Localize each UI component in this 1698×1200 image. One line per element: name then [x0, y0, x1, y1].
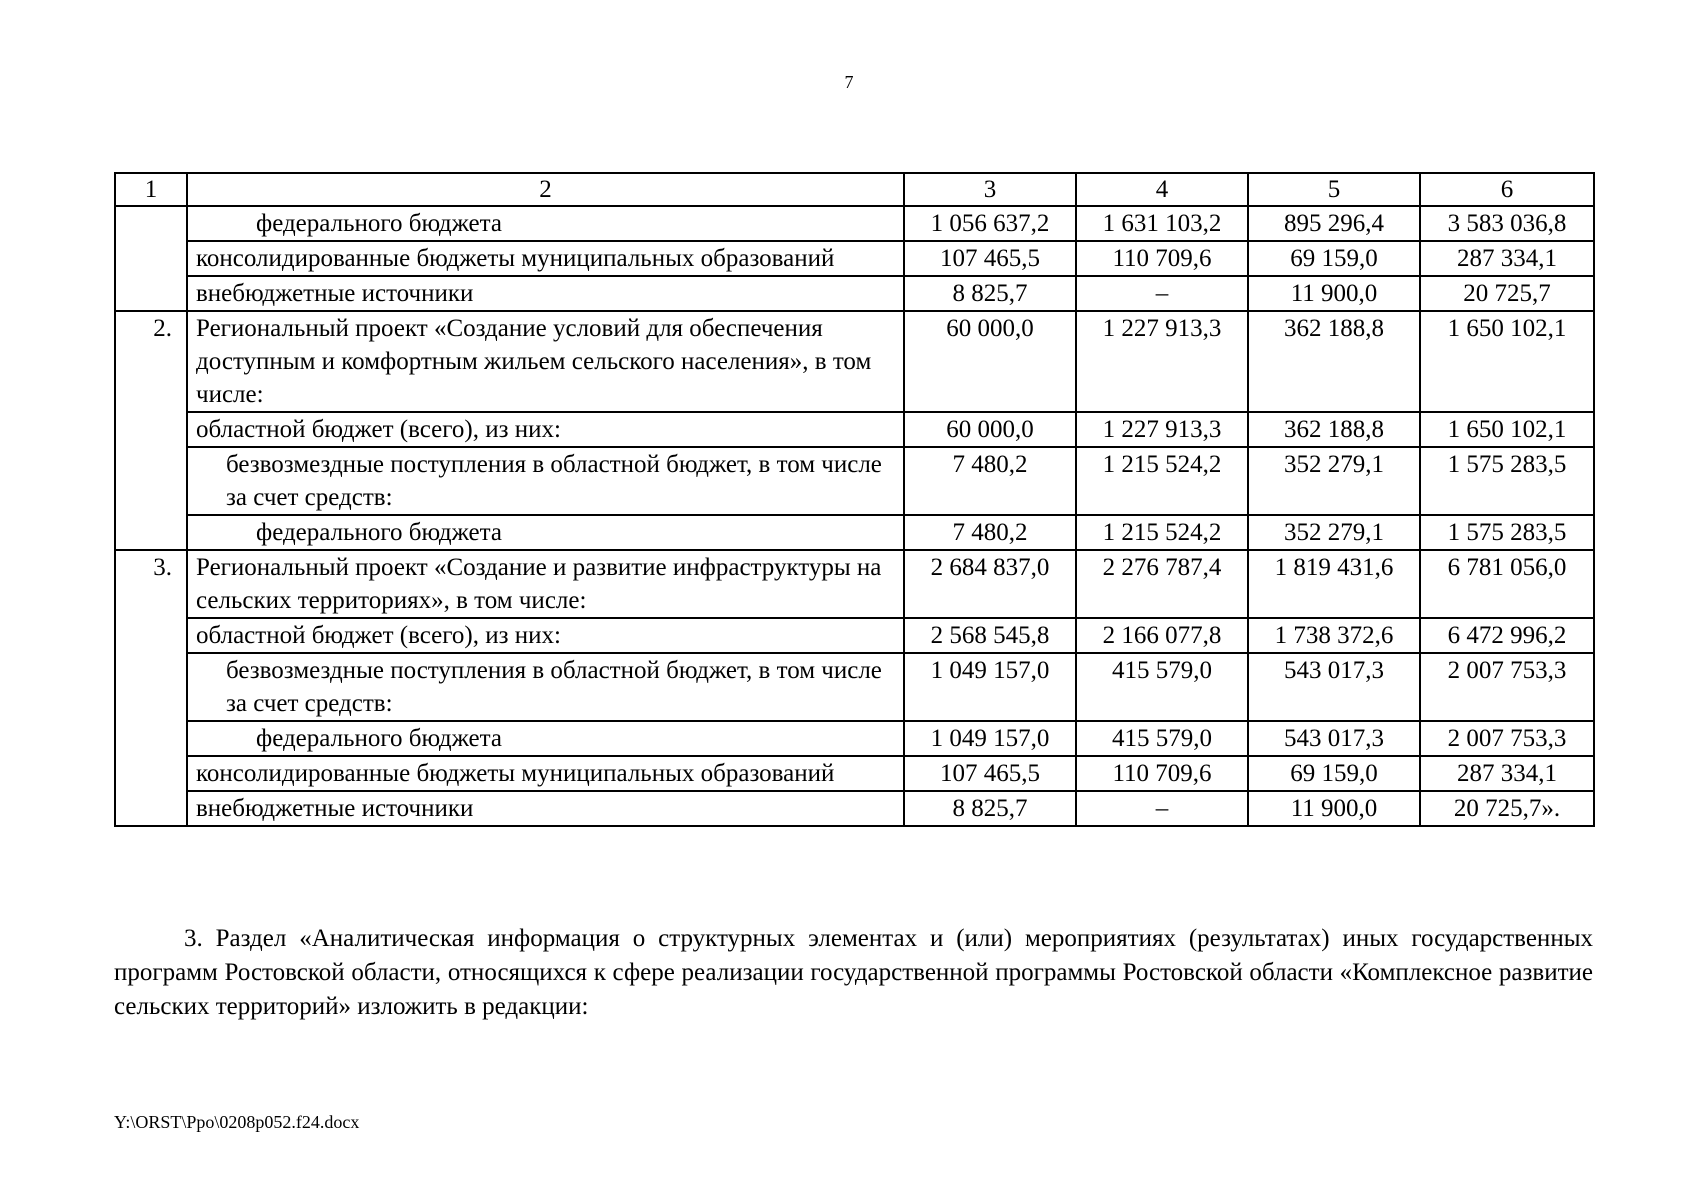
row-number-cell: 3. [115, 550, 187, 618]
value-cell: 1 227 913,3 [1076, 412, 1248, 447]
value-cell: 7 480,2 [904, 447, 1076, 515]
row-number-cell [115, 618, 187, 653]
value-cell: 6 781 056,0 [1420, 550, 1594, 618]
table-row [115, 206, 1594, 241]
row-label-cell: внебюджетные источники [187, 791, 904, 826]
value-cell: 2 684 837,0 [904, 550, 1076, 618]
header-cell: 2 [187, 173, 904, 206]
value-cell: 543 017,3 [1248, 653, 1420, 721]
budget-table [114, 172, 1595, 827]
value-cell: 1 650 102,1 [1420, 412, 1594, 447]
table-row [115, 721, 1594, 756]
value-cell: 60 000,0 [904, 412, 1076, 447]
table-row [115, 447, 1594, 515]
row-number-cell [115, 756, 187, 791]
row-number-cell [115, 721, 187, 756]
value-cell: 69 159,0 [1248, 241, 1420, 276]
value-cell: 1 049 157,0 [904, 721, 1076, 756]
value-cell: 107 465,5 [904, 756, 1076, 791]
value-cell: 110 709,6 [1076, 241, 1248, 276]
row-number-cell [115, 412, 187, 447]
value-cell: 895 296,4 [1248, 206, 1420, 241]
value-cell: 287 334,1 [1420, 756, 1594, 791]
row-label-cell: безвозмездные поступления в областной бюджет, в том числе за счет средств: [187, 653, 904, 721]
row-number-cell [115, 206, 187, 241]
header-cell: 4 [1076, 173, 1248, 206]
row-number-cell [115, 791, 187, 826]
row-number-cell [115, 653, 187, 721]
table-row [115, 311, 1594, 412]
row-label-cell: федерального бюджета [187, 721, 904, 756]
row-number-cell: 2. [115, 311, 187, 412]
value-cell: 1 049 157,0 [904, 653, 1076, 721]
value-cell: 1 056 637,2 [904, 206, 1076, 241]
value-cell: 352 279,1 [1248, 515, 1420, 550]
row-label-cell: областной бюджет (всего), из них: [187, 412, 904, 447]
row-number-cell [115, 276, 187, 311]
value-cell: 7 480,2 [904, 515, 1076, 550]
value-cell: 11 900,0 [1248, 791, 1420, 826]
value-cell: 2 007 753,3 [1420, 721, 1594, 756]
value-cell: – [1076, 791, 1248, 826]
row-label-cell: консолидированные бюджеты муниципальных образований [187, 241, 904, 276]
header-cell: 6 [1420, 173, 1594, 206]
value-cell: 3 583 036,8 [1420, 206, 1594, 241]
value-cell: 415 579,0 [1076, 653, 1248, 721]
value-cell: 543 017,3 [1248, 721, 1420, 756]
table-header-row [115, 173, 1594, 206]
value-cell: 1 215 524,2 [1076, 515, 1248, 550]
row-label-cell: Региональный проект «Создание и развитие инфраструктуры на сельских территориях», в том числе: [187, 550, 904, 618]
value-cell: 362 188,8 [1248, 311, 1420, 412]
row-label-cell: федерального бюджета [187, 515, 904, 550]
value-cell: 1 227 913,3 [1076, 311, 1248, 412]
value-cell: 352 279,1 [1248, 447, 1420, 515]
value-cell: 287 334,1 [1420, 241, 1594, 276]
row-label-cell: областной бюджет (всего), из них: [187, 618, 904, 653]
header-cell: 3 [904, 173, 1076, 206]
value-cell: 6 472 996,2 [1420, 618, 1594, 653]
budget-table-body [115, 173, 1594, 826]
row-label-cell: внебюджетные источники [187, 276, 904, 311]
value-cell: 60 000,0 [904, 311, 1076, 412]
value-cell: 2 166 077,8 [1076, 618, 1248, 653]
value-cell: 8 825,7 [904, 276, 1076, 311]
table-row [115, 515, 1594, 550]
value-cell: 11 900,0 [1248, 276, 1420, 311]
row-label-cell: безвозмездные поступления в областной бюджет, в том числе за счет средств: [187, 447, 904, 515]
table-row [115, 412, 1594, 447]
header-cell: 1 [115, 173, 187, 206]
row-label-cell: консолидированные бюджеты муниципальных образований [187, 756, 904, 791]
page-number: 7 [844, 72, 854, 92]
table-row [115, 241, 1594, 276]
value-cell: 2 007 753,3 [1420, 653, 1594, 721]
row-label-cell: Региональный проект «Создание условий для обеспечения доступным и комфортным жильем сельского населения», в том числе: [187, 311, 904, 412]
value-cell: 1 215 524,2 [1076, 447, 1248, 515]
value-cell: 1 819 431,6 [1248, 550, 1420, 618]
value-cell: 1 575 283,5 [1420, 515, 1594, 550]
table-row [115, 653, 1594, 721]
value-cell: 2 568 545,8 [904, 618, 1076, 653]
value-cell: 1 631 103,2 [1076, 206, 1248, 241]
table-row [115, 791, 1594, 826]
value-cell: 415 579,0 [1076, 721, 1248, 756]
value-cell: 2 276 787,4 [1076, 550, 1248, 618]
value-cell: 1 738 372,6 [1248, 618, 1420, 653]
row-number-cell [115, 241, 187, 276]
table-row [115, 618, 1594, 653]
value-cell: 20 725,7». [1420, 791, 1594, 826]
value-cell: 8 825,7 [904, 791, 1076, 826]
value-cell: 362 188,8 [1248, 412, 1420, 447]
file-path-footer: Y:\ORST\Ppo\0208p052.f24.docx [114, 1112, 360, 1132]
table-row [115, 276, 1594, 311]
table-row [115, 756, 1594, 791]
value-cell: 69 159,0 [1248, 756, 1420, 791]
header-cell: 5 [1248, 173, 1420, 206]
row-number-cell [115, 447, 187, 515]
value-cell: 110 709,6 [1076, 756, 1248, 791]
value-cell: 107 465,5 [904, 241, 1076, 276]
value-cell: – [1076, 276, 1248, 311]
body-paragraph: 3. Раздел «Аналитическая информация о структурных элементах и (или) мероприятиях (результатах) иных государственных программ Ростовской области, относящихся к сфере реализации государственной программы Ростовской области «Комплексное развитие сельских территорий» изложить в редакции: [114, 925, 1593, 1020]
row-number-cell [115, 515, 187, 550]
value-cell: 1 575 283,5 [1420, 447, 1594, 515]
table-row [115, 550, 1594, 618]
value-cell: 1 650 102,1 [1420, 311, 1594, 412]
row-label-cell: федерального бюджета [187, 206, 904, 241]
value-cell: 20 725,7 [1420, 276, 1594, 311]
